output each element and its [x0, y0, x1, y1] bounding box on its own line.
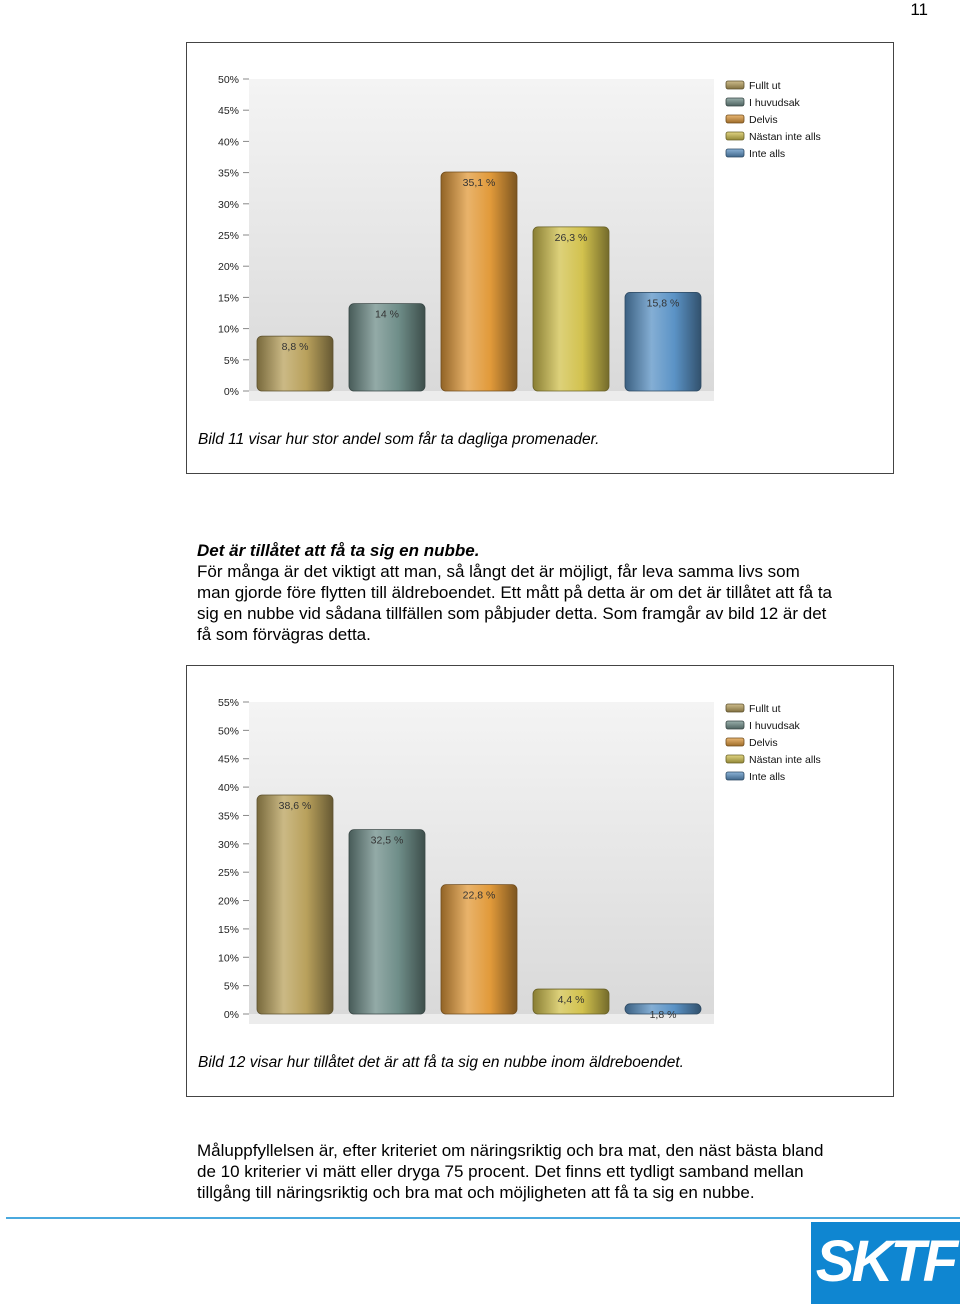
bar-nastan-inte-alls — [533, 227, 609, 391]
plot-floor — [249, 391, 714, 401]
caption-figure-11: Bild 11 visar hur stor andel som får ta dagliga promenader. — [198, 431, 600, 448]
y-tick-label: 40% — [217, 136, 239, 149]
y-tick-label: 50% — [217, 725, 239, 738]
bar-value-label: 8,8 % — [281, 341, 309, 354]
bar-fullt-ut — [257, 795, 333, 1014]
legend-swatch — [726, 755, 744, 763]
logo-text: SKTF — [815, 1229, 956, 1294]
y-tick-label: 20% — [217, 261, 239, 274]
paragraph-line: få som förvägras detta. — [197, 625, 371, 644]
legend-swatch — [726, 772, 744, 780]
y-tick-label: 15% — [217, 923, 239, 936]
y-tick-label: 45% — [217, 105, 239, 118]
figure-11 — [186, 42, 894, 474]
legend-swatch — [726, 115, 744, 123]
bar-value-label: 38,6 % — [278, 800, 312, 813]
bar-value-label: 22,8 % — [462, 889, 496, 902]
bar-delvis — [441, 172, 517, 391]
footer-rule — [6, 1217, 960, 1219]
bar-value-label: 4,4 % — [557, 994, 585, 1007]
y-tick-label: 10% — [217, 323, 239, 336]
paragraph-line: tillgång till näringsriktig och bra mat och möjligheten att få ta sig en nubbe. — [197, 1183, 755, 1202]
y-tick-label: 20% — [217, 895, 239, 908]
paragraph-line: För många är det viktigt att man, så långt det är möjligt, får leva samma livs som — [197, 562, 800, 581]
y-tick-label: 25% — [217, 230, 239, 242]
paragraph-line: Måluppfyllelsen är, efter kriteriet om näringsriktig och bra mat, den näst bästa bland — [197, 1141, 824, 1160]
bar-value-label: 1,8 % — [649, 1008, 677, 1021]
y-tick-label: 10% — [217, 952, 239, 965]
chart-daily-walks — [199, 67, 839, 437]
paragraph-line: man gjorde före flytten till äldreboendet. Ett mått på detta är om det är tillåtet att få ta — [197, 583, 833, 602]
bar-i-huvudsak — [349, 830, 425, 1014]
y-tick-label: 35% — [217, 167, 239, 180]
legend-label: I huvudsak — [749, 97, 800, 109]
figure-12 — [186, 665, 894, 1097]
y-tick-label: 5% — [223, 354, 239, 367]
chart-nubbe-allowed — [199, 690, 839, 1060]
legend-label: Delvis — [749, 737, 778, 749]
section-nubbe — [197, 540, 897, 645]
bar-value-label: 15,8 % — [646, 297, 680, 310]
legend-label: Delvis — [749, 114, 778, 126]
legend-label: Inte alls — [749, 771, 786, 783]
legend-label: I huvudsak — [749, 720, 800, 732]
legend-swatch — [726, 721, 744, 729]
section-heading: Det är tillåtet att få ta sig en nubbe. — [197, 541, 480, 560]
legend-swatch — [726, 149, 744, 157]
legend-swatch — [726, 132, 744, 140]
legend-label: Fullt ut — [749, 80, 781, 92]
legend-label: Nästan inte alls — [749, 131, 821, 143]
y-tick-label: 25% — [217, 867, 239, 880]
bar-value-label: 32,5 % — [370, 834, 404, 847]
y-tick-label: 15% — [217, 292, 239, 305]
page-number: 11 — [910, 0, 928, 19]
y-tick-label: 30% — [217, 838, 239, 851]
legend-label: Inte alls — [749, 148, 786, 160]
paragraph-line: sig en nubbe vid sådana tillfällen som påbjuder detta. Som framgår av bild 12 är det — [197, 604, 827, 623]
y-tick-label: 35% — [217, 810, 239, 823]
y-tick-label: 0% — [223, 1009, 239, 1021]
legend-swatch — [726, 738, 744, 746]
legend-swatch — [726, 98, 744, 106]
y-tick-label: 45% — [217, 753, 239, 766]
bar-delvis — [441, 885, 517, 1014]
sktf-logo — [811, 1222, 960, 1304]
y-tick-label: 5% — [223, 980, 239, 993]
paragraph-line: de 10 kriterier vi mätt eller dryga 75 procent. Det finns ett tydligt samband mellan — [197, 1162, 804, 1181]
plot-floor — [249, 1014, 714, 1024]
y-tick-label: 55% — [217, 697, 239, 709]
y-tick-label: 30% — [217, 198, 239, 211]
bar-value-label: 26,3 % — [554, 231, 588, 244]
legend-label: Fullt ut — [749, 703, 781, 715]
bar-value-label: 14 % — [375, 308, 399, 321]
bar-value-label: 35,1 % — [462, 176, 496, 189]
legend-label: Nästan inte alls — [749, 754, 821, 766]
y-tick-label: 50% — [217, 74, 239, 86]
y-tick-label: 40% — [217, 782, 239, 795]
y-tick-label: 0% — [223, 386, 239, 398]
legend-swatch — [726, 81, 744, 89]
section-conclusion — [197, 1140, 897, 1203]
caption-figure-12: Bild 12 visar hur tillåtet det är att få ta sig en nubbe inom äldreboendet. — [198, 1054, 684, 1071]
legend-swatch — [726, 704, 744, 712]
